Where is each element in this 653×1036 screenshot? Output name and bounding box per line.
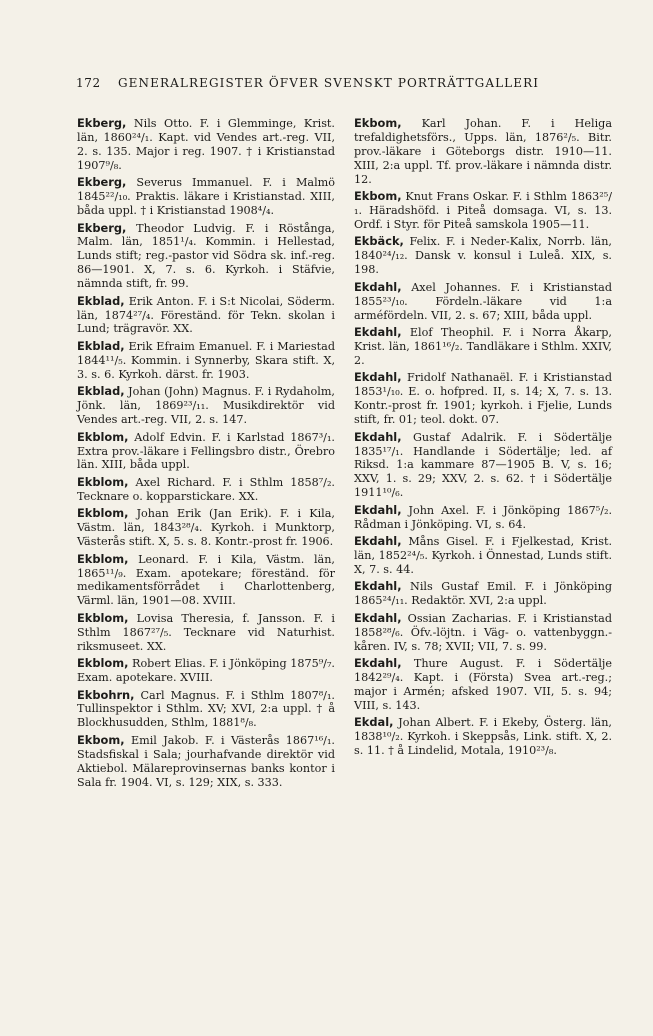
entry-surname: Ekbom,: [354, 116, 402, 130]
entry-surname: Ekblom,: [77, 610, 129, 625]
register-entry: [77, 734, 335, 790]
entry-text: Erik Anton. F. i S:t Nicolai, Söderm. län, 1874²⁷/₄. Föreständ. för Tekn. skolan i Lund; trägravör. XX.: [77, 294, 335, 336]
register-entry: [77, 689, 335, 731]
page-header: [76, 76, 598, 90]
register-entry: [354, 716, 612, 758]
entry-text: Ossian Zacharias. F. i Kristianstad 1858²⁸/₆. Öfv.-löjtn. i Väg- o. vattenbyggn.-kåren. IV, s. 78; XVII; VII, 7. s. 99.: [354, 611, 612, 653]
entry-text: Theodor Ludvig. F. i Röstånga, Malm. län, 1851¹/₄. Kommin. i Hellestad, Lunds stift; reg.-pastor vid Södra sk. inf.-reg. 86—1901. X, 7. s. 6. Kyrkoh. i Stäfvie, nämnda stift, fr. 99.: [77, 221, 335, 291]
right-column: [354, 117, 612, 762]
entry-text: Nils Gustaf Emil. F. i Jönköping 1865²⁴/₁₁. Redaktör. XVI, 2:a uppl.: [354, 580, 612, 608]
entry-text: Felix. F. i Neder-Kalix, Norrb. län, 1840²⁴/₁₂. Dansk v. konsul i Luleå. XIX, s. 198.: [354, 235, 612, 277]
entry-text: Lovisa Theresia, f. Jansson. F. i Sthlm 1867²⁷/₅. Tecknare vid Naturhist. riksmuseet. XX.: [77, 611, 335, 653]
register-entry: [354, 580, 612, 608]
register-entry: [77, 657, 335, 685]
register-entry: [77, 612, 335, 654]
entry-surname: Ekblad,: [77, 293, 125, 308]
register-entry: [354, 535, 612, 577]
entry-surname: Ekdahl,: [354, 656, 402, 671]
register-entry: [354, 281, 612, 323]
entry-text: Adolf Edvin. F. i Karlstad 1867³/₁. Extra prov.-läkare i Fellingsbro distr., Örebro län. XIII, båda uppl.: [77, 430, 335, 472]
register-entry: [77, 176, 335, 218]
register-entry: [77, 117, 335, 173]
entry-surname: Ekblom,: [77, 551, 129, 566]
register-entry: [354, 190, 612, 232]
entry-text: Leonard. F. i Kila, Västm. län, 1865¹¹/₉. Exam. apotekare; föreständ. för medikamentsförrådet i Charlottenberg, Värml. län, 1901—08. XVIII.: [77, 552, 335, 608]
entry-text: Elof Theophil. F. i Norra Åkarp, Krist. län, 1861¹⁶/₂. Tandläkare i Sthlm. XXIV, 2.: [354, 326, 612, 367]
entry-text: Fridolf Nathanaël. F. i Kristianstad 1853¹/₁₀. E. o. hofpred. II, s. 14; X, 7. s. 13. Kontr.-prost fr. 1901; kyrkoh. i Fjelie, Lunds stift, fr. 01; teol. dokt. 07.: [354, 371, 612, 427]
entry-surname: Ekblom,: [77, 474, 129, 489]
register-entry: [77, 385, 335, 427]
register-entry: [354, 371, 612, 427]
entry-text: Johan Erik (Jan Erik). F. i Kila, Västm. län, 1843²⁸/₄. Kyrkoh. i Munktorp, Västerås stift. X, 5. s. 8. Kontr.-prost fr. 1906.: [77, 507, 335, 549]
entry-surname: Ekberg,: [77, 116, 127, 130]
register-entry: [77, 476, 335, 504]
register-entry: [77, 553, 335, 609]
entry-surname: Ekblom,: [77, 506, 129, 521]
entry-surname: Ekbom,: [354, 189, 402, 204]
entry-surname: Ekblad,: [77, 384, 125, 399]
register-entry: [354, 117, 612, 187]
entry-surname: Ekdahl,: [354, 429, 402, 444]
register-entry: [354, 326, 612, 368]
entry-text: Nils Otto. F. i Glemminge, Krist. län, 1860²⁴/₁. Kapt. vid Vendes art.-reg. VII, 2. s. 135. Major i reg. 1907. † i Kristianstad 1907⁹/₈.: [77, 117, 335, 172]
register-entry: [77, 222, 335, 292]
register-entry: [77, 340, 335, 382]
entry-text: Måns Gisel. F. i Fjelkestad, Krist. län, 1852²⁴/₅. Kyrkoh. i Önnestad, Lunds stift. X, 7. s. 44.: [354, 535, 612, 576]
entry-text: Carl Magnus. F. i Sthlm 1807⁸/₁. Tullinspektor i Sthlm. XV; XVI, 2:a uppl. † å Blockhusudden, Sthlm, 1881⁸/₈.: [77, 688, 335, 730]
entry-surname: Ekdahl,: [354, 325, 402, 340]
entry-surname: Ekberg,: [77, 220, 127, 235]
entry-surname: Ekbäck,: [354, 234, 404, 249]
register-entry: [77, 431, 335, 473]
entry-surname: Ekblom,: [77, 656, 129, 671]
entry-surname: Ekblom,: [77, 429, 129, 444]
entry-text: Erik Efraim Emanuel. F. i Mariestad 1844¹¹/₅. Kommin. i Synnerby, Skara stift. X, 3. s. 6. Kyrkoh. därst. fr. 1903.: [77, 339, 335, 381]
entry-text: Johan (John) Magnus. F. i Rydaholm, Jönk. län, 1869²³/₁₁. Musikdirektör vid Vendes art.-reg. VII, 2. s. 147.: [77, 385, 335, 427]
register-entry: [354, 612, 612, 654]
entry-text: Severus Immanuel. F. i Malmö 1845²²/₁₀. Praktis. läkare i Kristianstad. XIII, båda uppl. † i Kristianstad 1908⁴/₄.: [77, 176, 335, 218]
entry-text: Karl Johan. F. i Heliga trefaldighetsförs., Upps. län, 1876²/₅. Bitr. prov.-läkare i Göteborgs distr. 1910—11. XIII, 2:a uppl. Tf. prov.-läkare i nämnda distr. 12.: [354, 117, 612, 186]
entry-surname: Ekdahl,: [354, 534, 402, 549]
entry-surname: Ekdal,: [354, 715, 394, 730]
entry-text: Axel Johannes. F. i Kristianstad 1855²³/₁₀. Fördeln.-läkare vid 1:a arméfördeln. VII, 2. s. 67; XIII, båda uppl.: [354, 280, 612, 322]
entry-text: Thure August. F. i Södertälje 1842²⁹/₄. Kapt. i (Första) Svea art.-reg.; major i Armén; afsked 1907. VII, 5. s. 94; VIII, s. 143.: [354, 657, 612, 712]
entry-surname: Ekdahl,: [354, 579, 402, 594]
entry-text: Axel Richard. F. i Sthlm 1858⁷/₂. Tecknare o. kopparstickare. XX.: [77, 475, 335, 503]
register-entry: [77, 295, 335, 337]
register-entry: [354, 235, 612, 277]
running-title: GENERALREGISTER ÖFVER SVENSKT PORTRÄTTGALLERI: [118, 76, 540, 90]
entry-surname: Ekblad,: [77, 338, 125, 353]
register-entry: [354, 657, 612, 713]
entry-surname: Ekbohrn,: [77, 687, 135, 702]
entry-text: Knut Frans Oskar. F. i Sthlm 1863²⁵/₁. Häradshöfd. i Piteå domsaga. VI, s. 13. Ordf. i Styr. för Piteå samskola 1905—11.: [354, 190, 612, 231]
register-entry: [354, 504, 612, 532]
entry-surname: Ekdahl,: [354, 370, 402, 385]
entry-text: Johan Albert. F. i Ekeby, Österg. län, 1838¹⁰/₂. Kyrkoh. i Skeppsås, Link. stift. X, 2. s. 11. † å Lindelid, Motala, 1910²³/₈.: [354, 716, 612, 758]
entry-text: John Axel. F. i Jönköping 1867⁵/₂. Rådman i Jönköping. VI, s. 64.: [354, 503, 612, 531]
register-entry: [77, 507, 335, 549]
register-entry: [354, 431, 612, 501]
entry-text: Emil Jakob. F. i Västerås 1867¹⁶/₁. Stadsfiskal i Sala; jourhafvande direktör vid Aktiebol. Mälareprovinsernas banks kontor i Sala fr. 1904. VI, s. 129; XIX, s. 333.: [77, 733, 335, 789]
page-number: 172: [76, 76, 101, 90]
left-column: [77, 117, 335, 793]
entry-text: Robert Elias. F. i Jönköping 1875⁹/₇. Exam. apotekare. XVIII.: [77, 657, 335, 685]
entry-surname: Ekberg,: [77, 175, 127, 190]
entry-surname: Ekdahl,: [354, 279, 402, 294]
entry-surname: Ekdahl,: [354, 610, 402, 625]
entry-text: Gustaf Adalrik. F. i Södertälje 1835¹⁷/₁. Handlande i Södertälje; led. af Riksd. 1:a kammare 87—1905 B. V, s. 16; XXV, 1. s. 29; XXV, 2. s. 62. † i Södertälje 1911¹⁰/₆.: [354, 430, 612, 500]
entry-surname: Ekbom,: [77, 732, 125, 747]
entry-surname: Ekdahl,: [354, 502, 402, 517]
